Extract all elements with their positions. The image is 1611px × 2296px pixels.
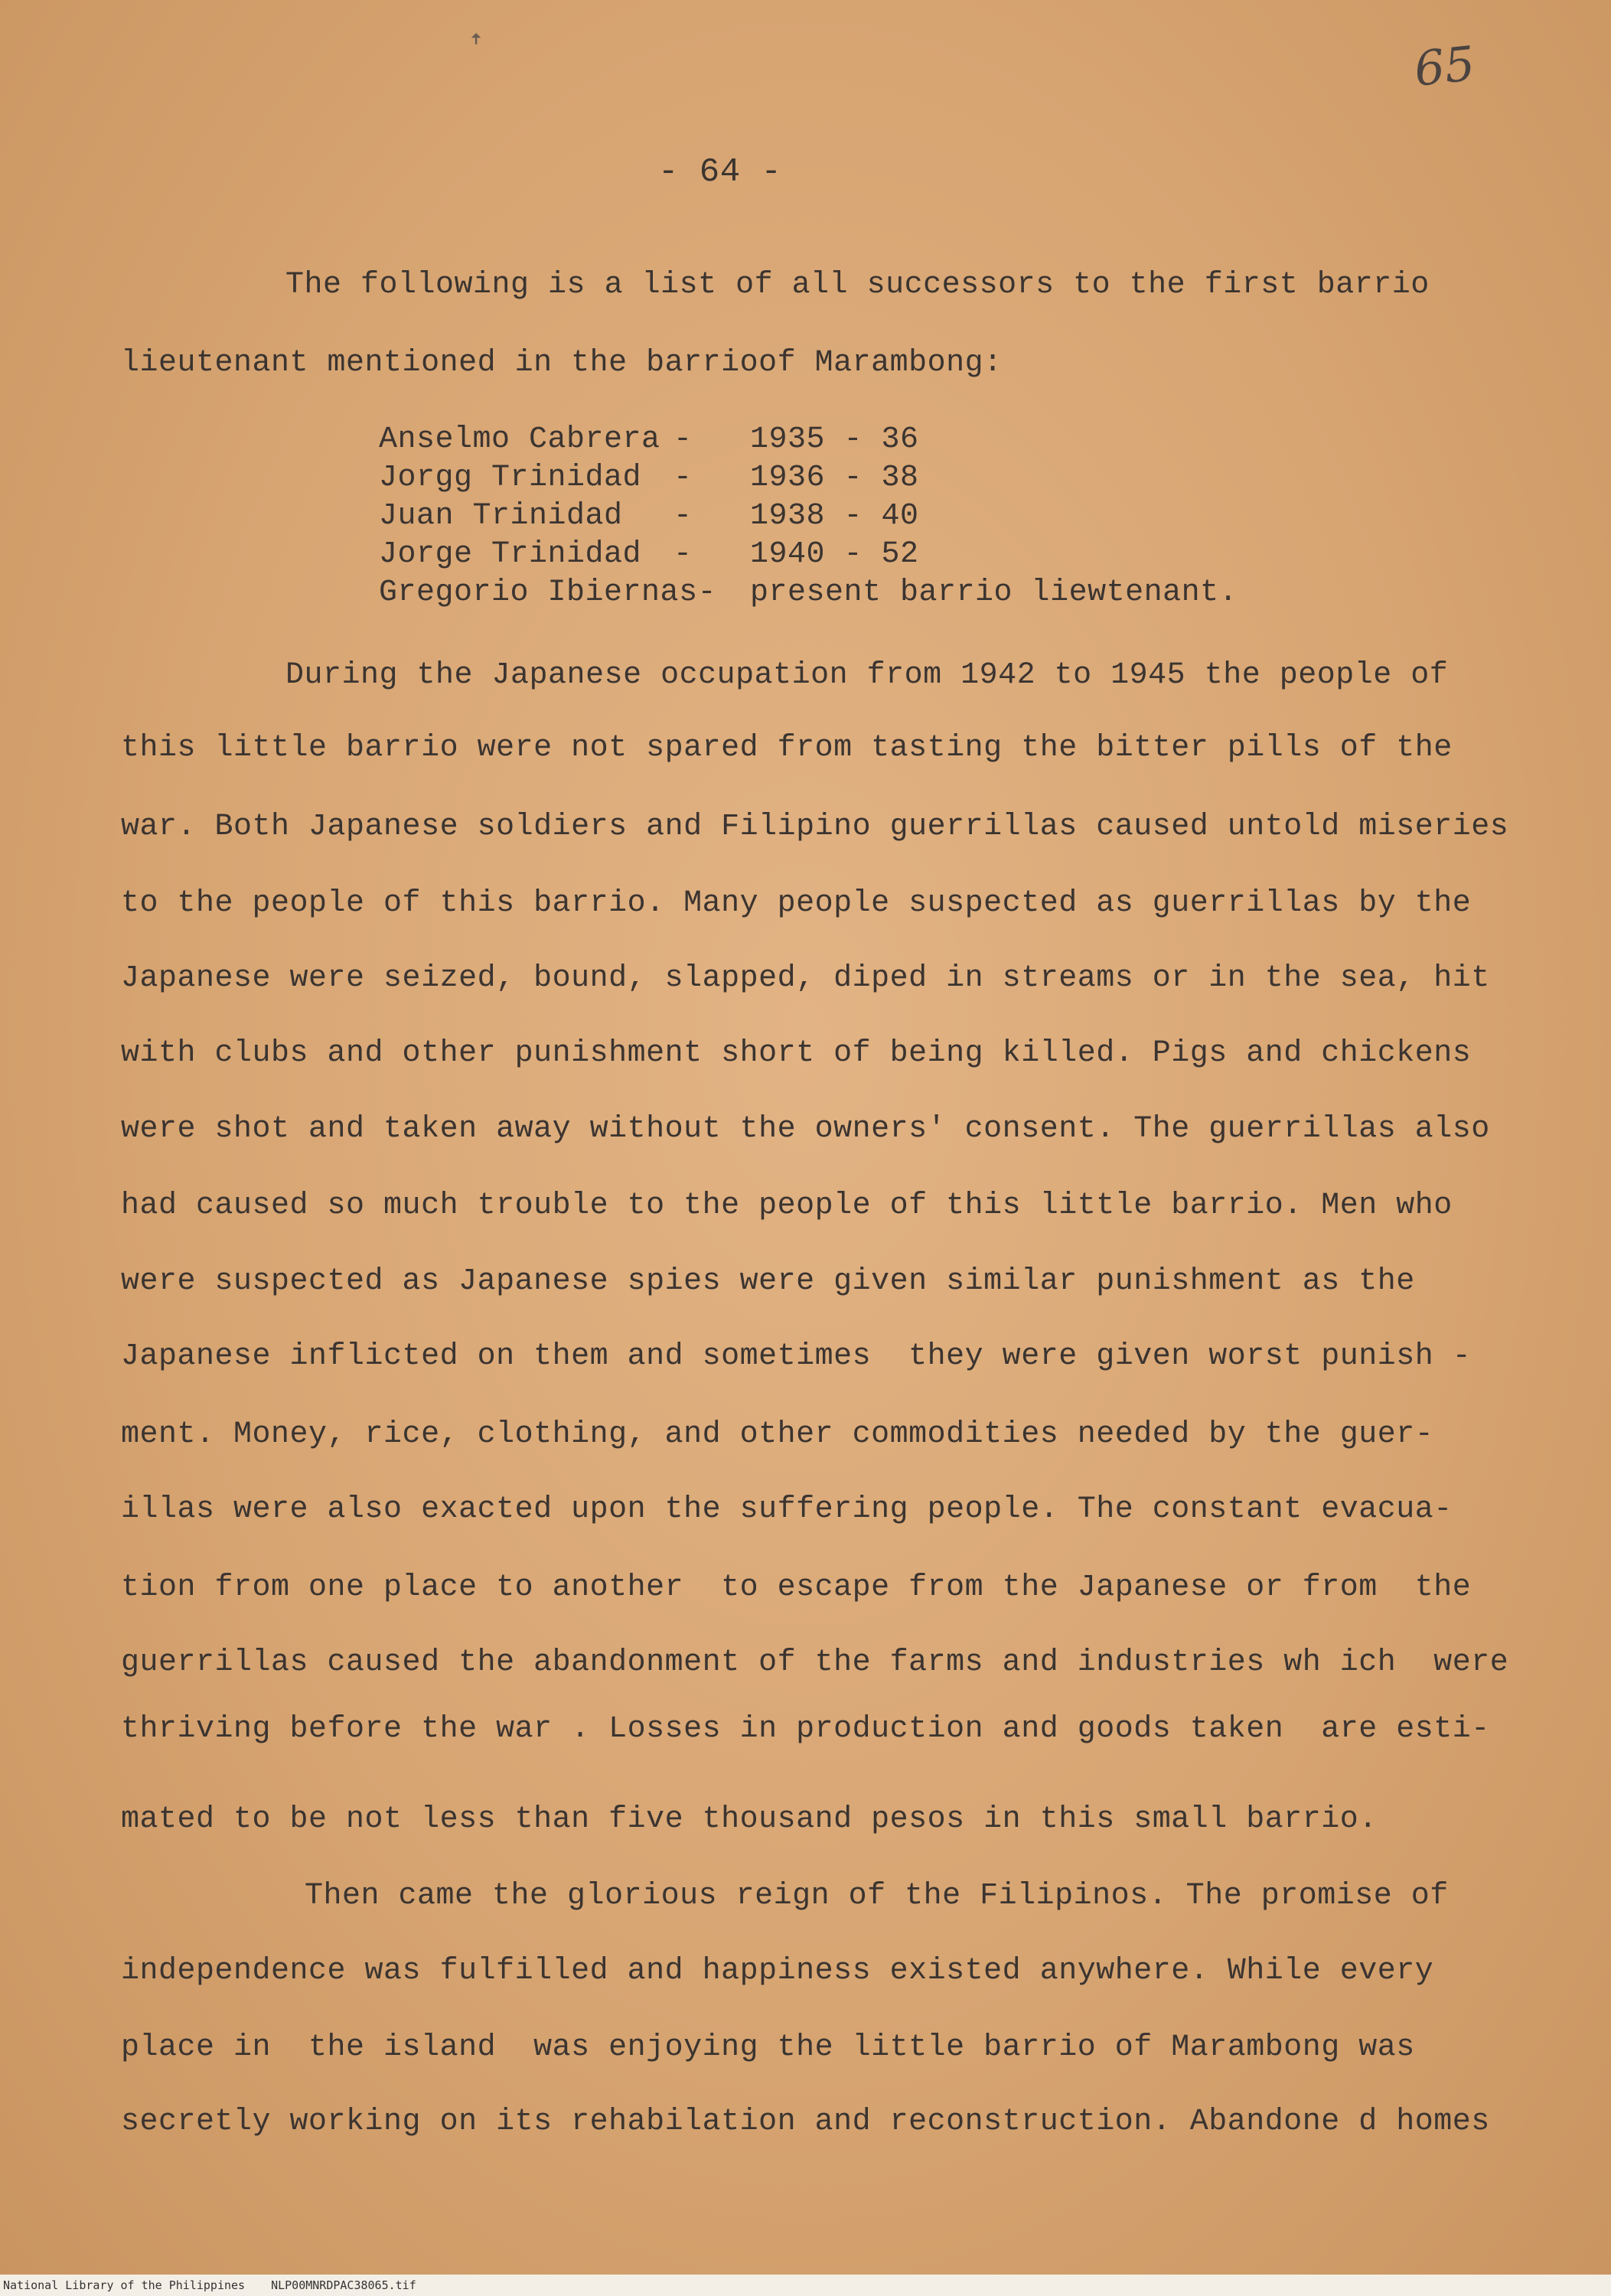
text-line: were suspected as Japanese spies were given similar punishment as the — [121, 1264, 1415, 1299]
text-line: had caused so much trouble to the people of this little barrio. Men who — [121, 1189, 1453, 1223]
text-line: Japanese were seized, bound, slapped, diped in streams or in the sea, hit — [121, 961, 1490, 996]
text-line: Japanese inflicted on them and sometimes they were given worst punish - — [121, 1339, 1472, 1374]
successor-years: 1940 - 52 — [750, 537, 919, 572]
successor-name: Juan Trinidad — [379, 499, 623, 533]
text-line: mated to be not less than five thousand pesos in this small barrio. — [121, 1802, 1378, 1837]
handwritten-page-number: 65 — [1411, 35, 1478, 97]
successor-years: 1938 - 40 — [750, 499, 919, 533]
list-dash: - — [673, 422, 693, 457]
footer-file: NLP00MNRDPAC38065.tif — [271, 2278, 416, 2292]
text-line: The following is a list of all successors to the first barrio — [285, 268, 1430, 302]
ink-mark: ꜛ — [468, 37, 484, 66]
text-line: illas were also exacted upon the suffering people. The constant evacua- — [121, 1492, 1453, 1527]
page-number: - 64 - — [658, 153, 782, 191]
text-line: were shot and taken away without the owners' consent. The guerrillas also — [121, 1112, 1490, 1146]
text-line: tion from one place to another to escape from the Japanese or from the — [121, 1570, 1472, 1605]
text-line: place in the island was enjoying the little barrio of Marambong was — [121, 2030, 1415, 2065]
list-dash: - — [673, 499, 693, 533]
text-line: Then came the glorious reign of the Filipinos. The promise of — [305, 1879, 1449, 1913]
text-line: secretly working on its rehabilation and reconstruction. Abandone d homes — [121, 2105, 1490, 2139]
text-line: to the people of this barrio. Many people suspected as guerrillas by the — [121, 886, 1472, 921]
successor-years: 1935 - 36 — [750, 422, 919, 457]
text-line: lieutenant mentioned in the barrioof Marambong: — [121, 346, 1003, 380]
text-line: war. Both Japanese soldiers and Filipino guerrillas caused untold miseries — [121, 810, 1509, 844]
successor-name: Jorgg Trinidad — [379, 461, 642, 495]
text-line: thriving before the war . Losses in production and goods taken are esti- — [121, 1712, 1490, 1746]
successor-years: 1936 - 38 — [750, 461, 919, 495]
successor-name: Jorge Trinidad — [379, 537, 642, 572]
text-line: this little barrio were not spared from tasting the bitter pills of the — [121, 731, 1453, 765]
text-line: ment. Money, rice, clothing, and other commodities needed by the guer- — [121, 1417, 1434, 1452]
text-line: independence was fulfilled and happiness existed anywhere. While every — [121, 1954, 1434, 1988]
text-line: During the Japanese occupation from 1942 to 1945 the people of — [285, 658, 1449, 693]
text-line: with clubs and other punishment short of being killed. Pigs and chickens — [121, 1036, 1472, 1071]
successor-years: present barrio liewtenant. — [750, 576, 1238, 610]
text-line: guerrillas caused the abandonment of the farms and industries wh ich were — [121, 1645, 1509, 1680]
successor-name: Anselmo Cabrera — [379, 422, 660, 457]
successor-name: Gregorio Ibiernas- — [379, 576, 717, 610]
list-dash: - — [673, 461, 693, 495]
list-dash: - — [673, 537, 693, 572]
footer-library: National Library of the Philippines — [3, 2278, 246, 2292]
scan-footer — [0, 2275, 1611, 2296]
